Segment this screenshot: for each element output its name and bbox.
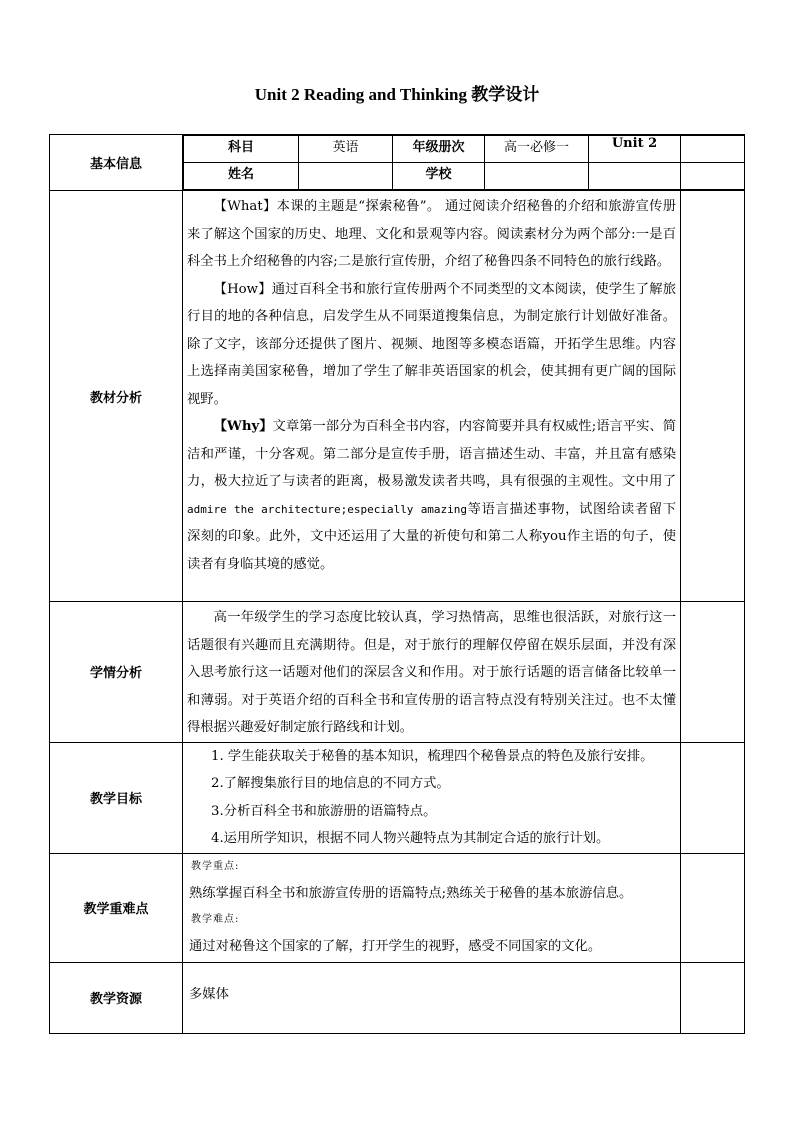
why-tag: 【Why】: [213, 419, 273, 434]
learner-content: [183, 602, 681, 743]
learner-row: [50, 602, 745, 743]
resources-label: 教学资源: [50, 962, 183, 1033]
name-value: [299, 163, 393, 190]
focus-title: 教学重点:: [191, 860, 240, 872]
school-label: 学校: [393, 163, 485, 190]
resources-text: 多媒体: [189, 986, 229, 1002]
empty-cell: [589, 163, 681, 190]
key-points-row: [50, 853, 745, 962]
why-text-b: 等语言描述事物，试图给读者留下深刻的印象。此外，文中还运用了大量的祈使句和第二人称you作主语的句子，使读者有身临其境的感觉。: [187, 501, 676, 572]
empty-cell: [681, 962, 745, 1033]
resources-content: [183, 962, 681, 1033]
empty-cell: [681, 602, 745, 743]
material-content: [183, 191, 681, 602]
basic-info-cell: [183, 135, 745, 191]
resources-row: [50, 962, 745, 1033]
what-text: 本课的主题是“探索秘鲁”。 通过阅读介绍秘鲁的介绍和旅游宣传册来了解这个国家的历史、地理、文化和景观等内容。阅读素材分为两个部分:一是百科全书上介绍秘鲁的内容;二是旅行宣传册，介绍了秘鲁四条不同特色的旅行线路。: [187, 199, 676, 269]
focus-text: 熟练掌握百科全书和旅游宣传册的语篇特点;熟练关于秘鲁的基本旅游信息。: [189, 885, 633, 901]
learner-text: 高一年级学生的学习态度比较认真，学习热情高，思维也很活跃，对旅行这一话题很有兴趣而且充满期待。但是，对于旅行的理解仅停留在娱乐层面，并没有深入思考旅行这一话题对他们的深层含义和作用。对于旅行话题的语言储备比较单一和薄弱。对于英语介绍的百科全书和宣传册的语言特点没有特别关注过。也不太懂得根据兴趣爱好制定旅行路线和计划。: [187, 610, 676, 735]
basic-info-row: [50, 135, 745, 191]
difficulty-title: 教学难点:: [191, 913, 240, 925]
unit-value: Unit 2: [589, 136, 681, 163]
subject-label: 科目: [184, 136, 299, 163]
basic-info-grid: [183, 135, 745, 190]
material-label: 教材分析: [50, 191, 183, 602]
objective-item: 3.分析百科全书和旅游册的语篇特点。: [211, 803, 437, 819]
basic-info-label: 基本信息: [50, 135, 183, 191]
subject-value: 英语: [299, 136, 393, 163]
key-points-label: 教学重难点: [50, 853, 183, 962]
how-text: 通过百科全书和旅行宣传册两个不同类型的文本阅读，使学生了解旅行目的地的各种信息，启发学生从不同渠道搜集信息，为制定旅行计划做好准备。除了文字，该部分还提供了图片、视频、地图等多模态语篇，开拓学生思维。内容上选择南美国家秘鲁，增加了学生了解非英语国家的机会，使其拥有更广阔的国际视野。: [187, 281, 677, 407]
material-row: [50, 191, 745, 602]
page-title: Unit 2 Reading and Thinking 教学设计: [254, 85, 540, 104]
learner-label: 学情分析: [50, 602, 183, 743]
empty-cell: [681, 853, 745, 962]
empty-cell: [681, 191, 745, 602]
objective-item: 2.了解搜集旅行目的地信息的不同方式。: [211, 776, 450, 791]
empty-cell: [681, 742, 745, 853]
difficulty-text: 通过对秘鲁这个国家的了解，打开学生的视野，感受不同国家的文化。: [189, 938, 602, 954]
grade-value: 高一必修一: [485, 136, 589, 163]
objectives-content: [183, 742, 681, 853]
school-value: [485, 163, 589, 190]
how-tag: 【How】: [213, 281, 272, 297]
objective-item: 4.运用所学知识，根据不同人物兴趣特点为其制定合适的旅行计划。: [211, 831, 610, 846]
why-paragraph: [183, 413, 680, 578]
empty-cell: [681, 136, 745, 163]
why-code-phrase: admire the architecture;especially amazing: [187, 502, 468, 516]
name-label: 姓名: [184, 163, 299, 190]
how-paragraph: [183, 276, 680, 414]
grade-label: 年级册次: [393, 136, 485, 163]
key-points-content: [183, 853, 681, 962]
lesson-plan-table: [49, 134, 745, 1034]
empty-cell: [681, 163, 745, 190]
objectives-label: 教学目标: [50, 742, 183, 853]
why-text-a: 文章第一部分为百科全书内容，内容简要并具有权威性;语言平实、简洁和严谨，十分客观。第二部分是宣传手册，语言描述生动、丰富，并且富有感染力，极大拉近了与读者的距离，极易激发读者共鸣，具有很强的主观性。文中用了: [187, 419, 677, 489]
what-tag: 【What】: [213, 199, 277, 214]
what-paragraph: [183, 193, 680, 276]
objectives-row: [50, 742, 745, 853]
objective-item: 1. 学生能获取关于秘鲁的基本知识，梳理四个秘鲁景点的特色及旅行安排。: [211, 748, 654, 764]
